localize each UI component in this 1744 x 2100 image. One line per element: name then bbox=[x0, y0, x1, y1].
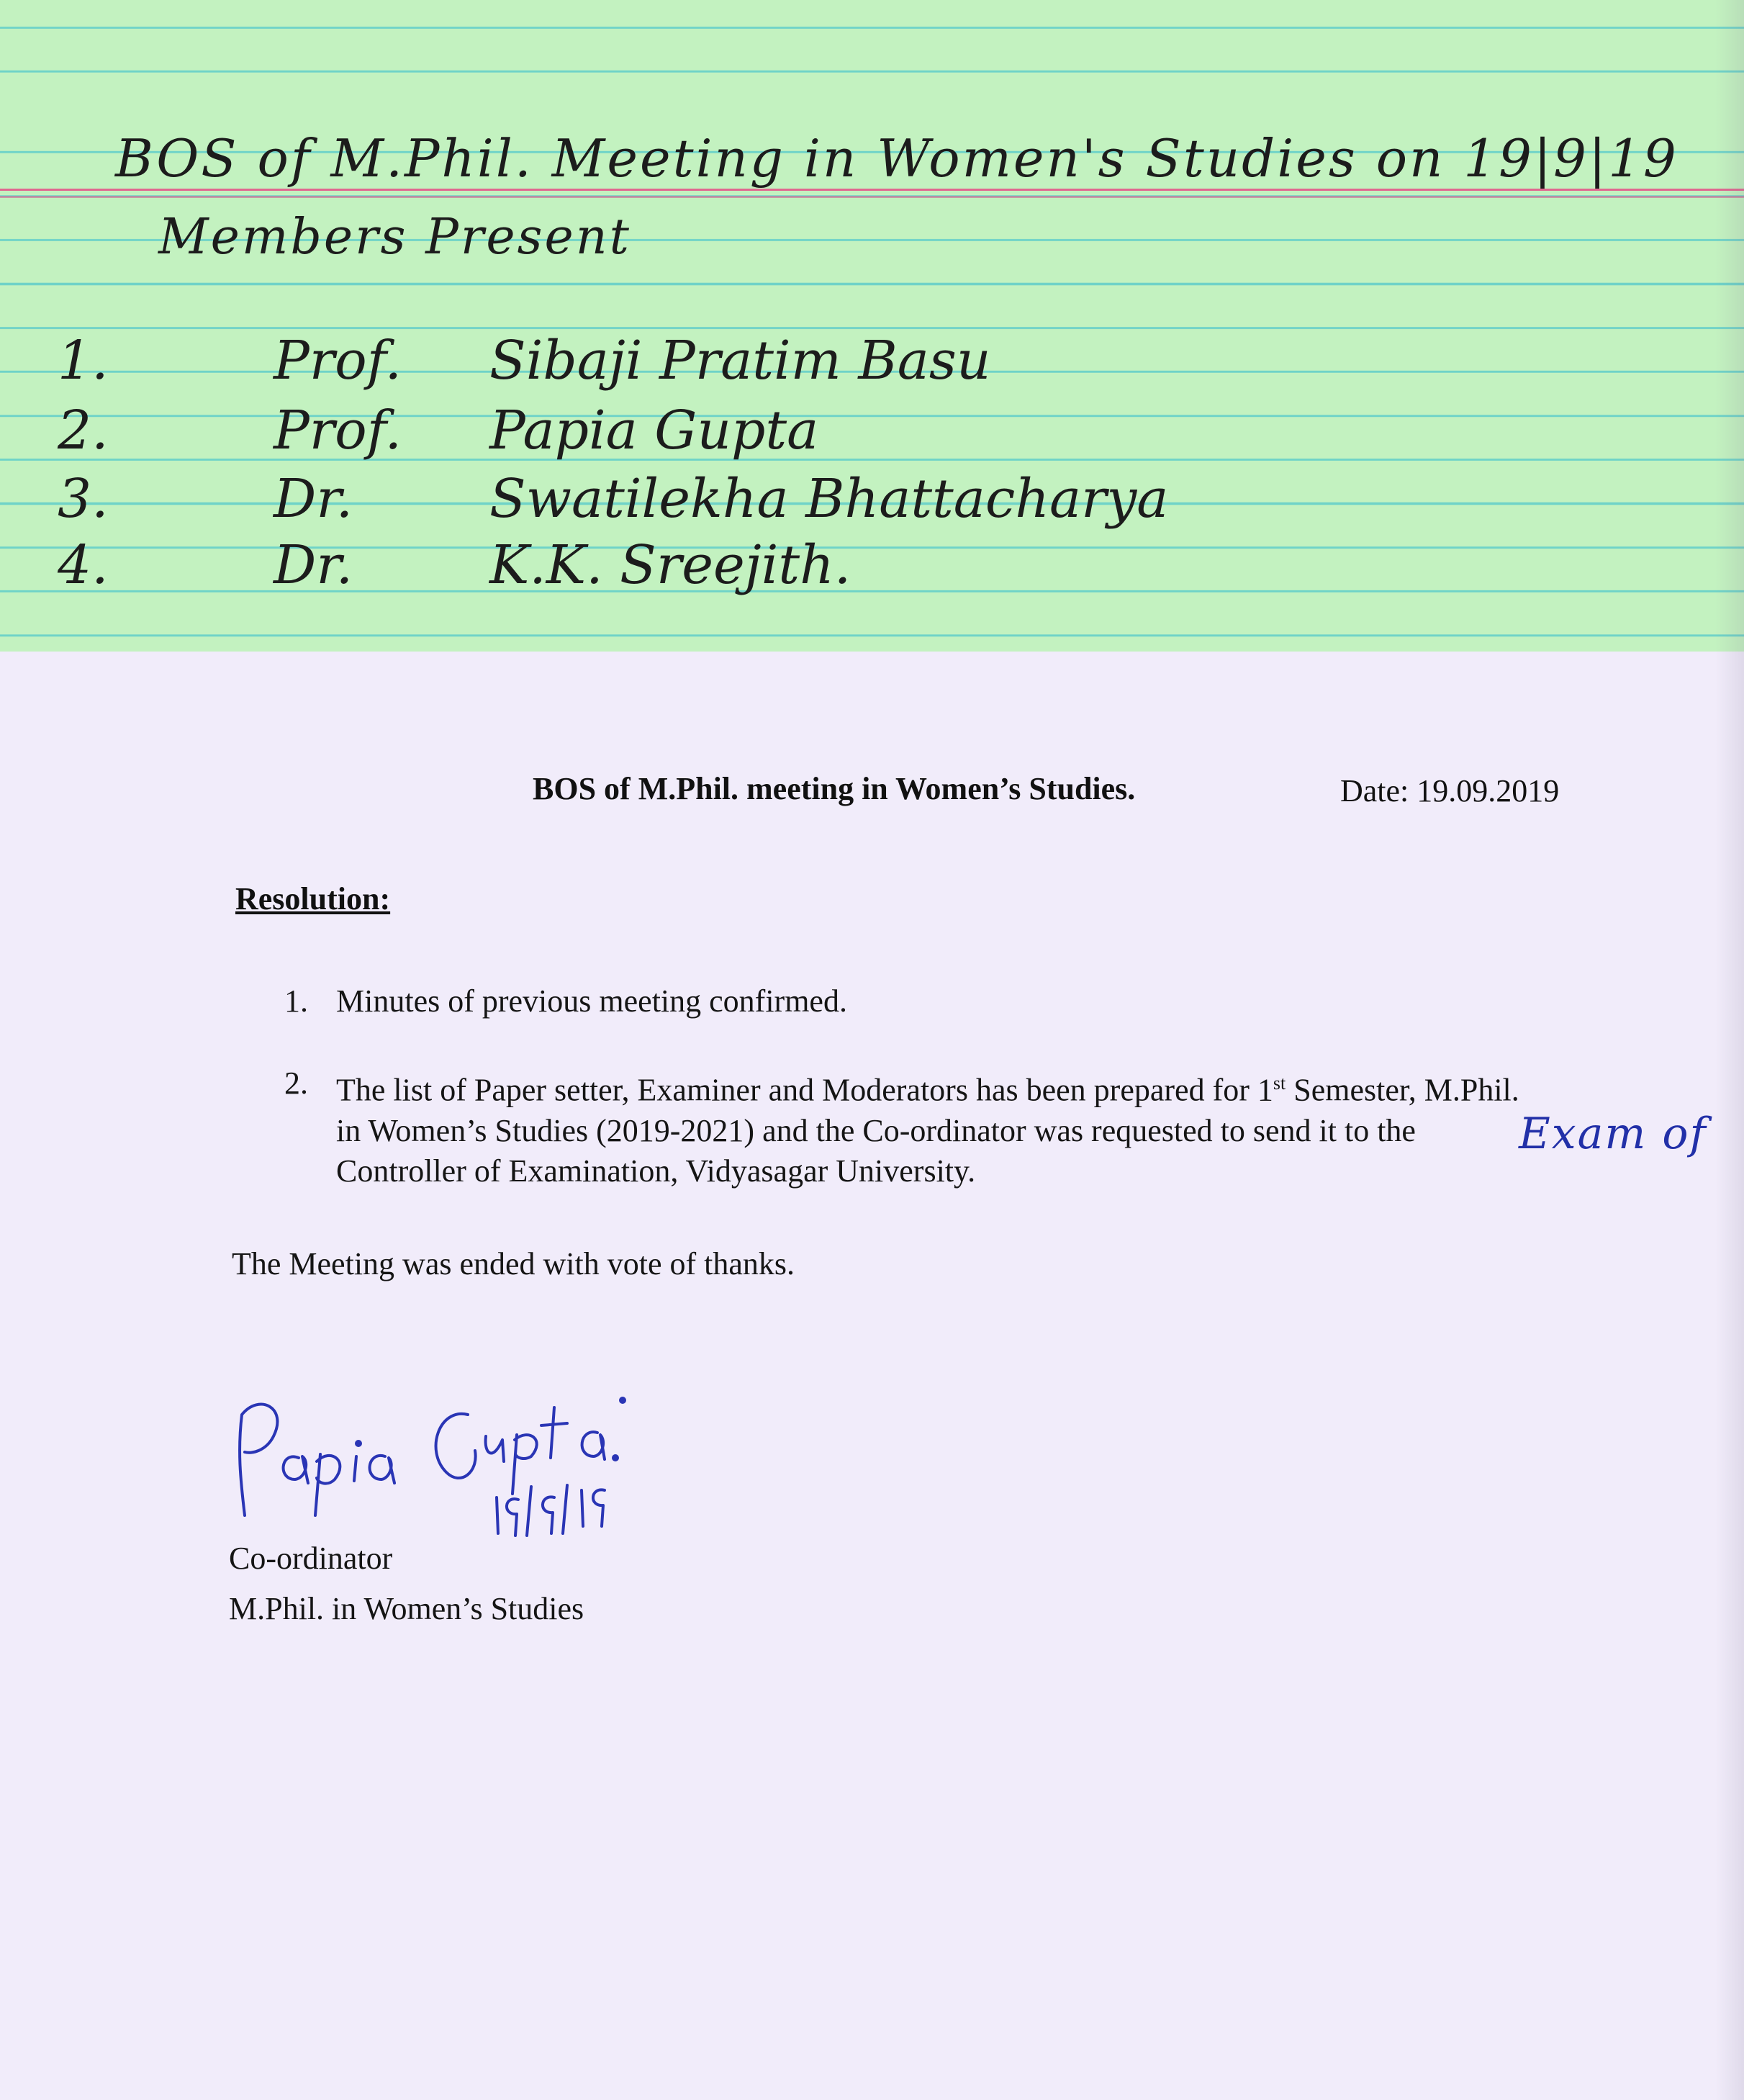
page-edge-shadow bbox=[1715, 0, 1744, 2100]
member-number: 3. bbox=[58, 468, 109, 530]
signatory-block bbox=[229, 1533, 584, 1634]
member-title: Dr. bbox=[274, 534, 353, 596]
closing-remark: The Meeting was ended with vote of thanks. bbox=[232, 1246, 795, 1281]
member-row bbox=[58, 534, 851, 596]
member-number: 4. bbox=[58, 534, 109, 596]
handwritten-members-present: Members Present bbox=[158, 209, 631, 266]
member-name: K.K. Sreejith. bbox=[489, 534, 851, 596]
member-number: 1. bbox=[58, 330, 109, 392]
member-number: 2. bbox=[58, 400, 109, 461]
resolution-item bbox=[284, 981, 1580, 1022]
signatory-role: Co-ordinator bbox=[229, 1541, 393, 1576]
signatory-department: M.Phil. in Women’s Studies bbox=[229, 1591, 584, 1626]
handwritten-title: BOS of M.Phil. Meeting in Women's Studies on 19|9|19 bbox=[115, 128, 1679, 189]
resolution-item bbox=[284, 1063, 1551, 1191]
member-row bbox=[58, 330, 991, 392]
red-margin-line bbox=[0, 189, 1744, 191]
resolution-text: Minutes of previous meeting confirmed. bbox=[336, 983, 847, 1019]
member-name: Papia Gupta bbox=[489, 400, 819, 461]
member-name: Swatilekha Bhattacharya bbox=[489, 468, 1169, 530]
resolution-label: Resolution: bbox=[235, 881, 391, 916]
handwritten-annotation: Exam of bbox=[1519, 1109, 1707, 1159]
member-name: Sibaji Pratim Basu bbox=[489, 330, 991, 392]
member-row bbox=[58, 468, 1168, 530]
red-margin-line-2 bbox=[0, 196, 1744, 198]
resolution-number: 2. bbox=[284, 1065, 308, 1101]
resolution-number: 1. bbox=[284, 983, 308, 1019]
resolution-text: The list of Paper setter, Examiner and Moderators has been prepared for 1st Semester, M.Phil. in Women’s Studies (2019-2021) and the Co-ordinator was requested to send it to the Controller of Examination, Vidyasagar University. bbox=[336, 1072, 1519, 1189]
member-title: Prof. bbox=[274, 330, 402, 392]
member-row bbox=[58, 400, 818, 461]
document-heading: BOS of M.Phil. meeting in Women’s Studies. bbox=[533, 771, 1136, 806]
handwritten-register-page bbox=[0, 0, 1744, 652]
document-date: Date: 19.09.2019 bbox=[1340, 773, 1560, 808]
signature-image bbox=[230, 1371, 662, 1537]
member-title: Prof. bbox=[274, 400, 402, 461]
member-title: Dr. bbox=[274, 468, 353, 530]
